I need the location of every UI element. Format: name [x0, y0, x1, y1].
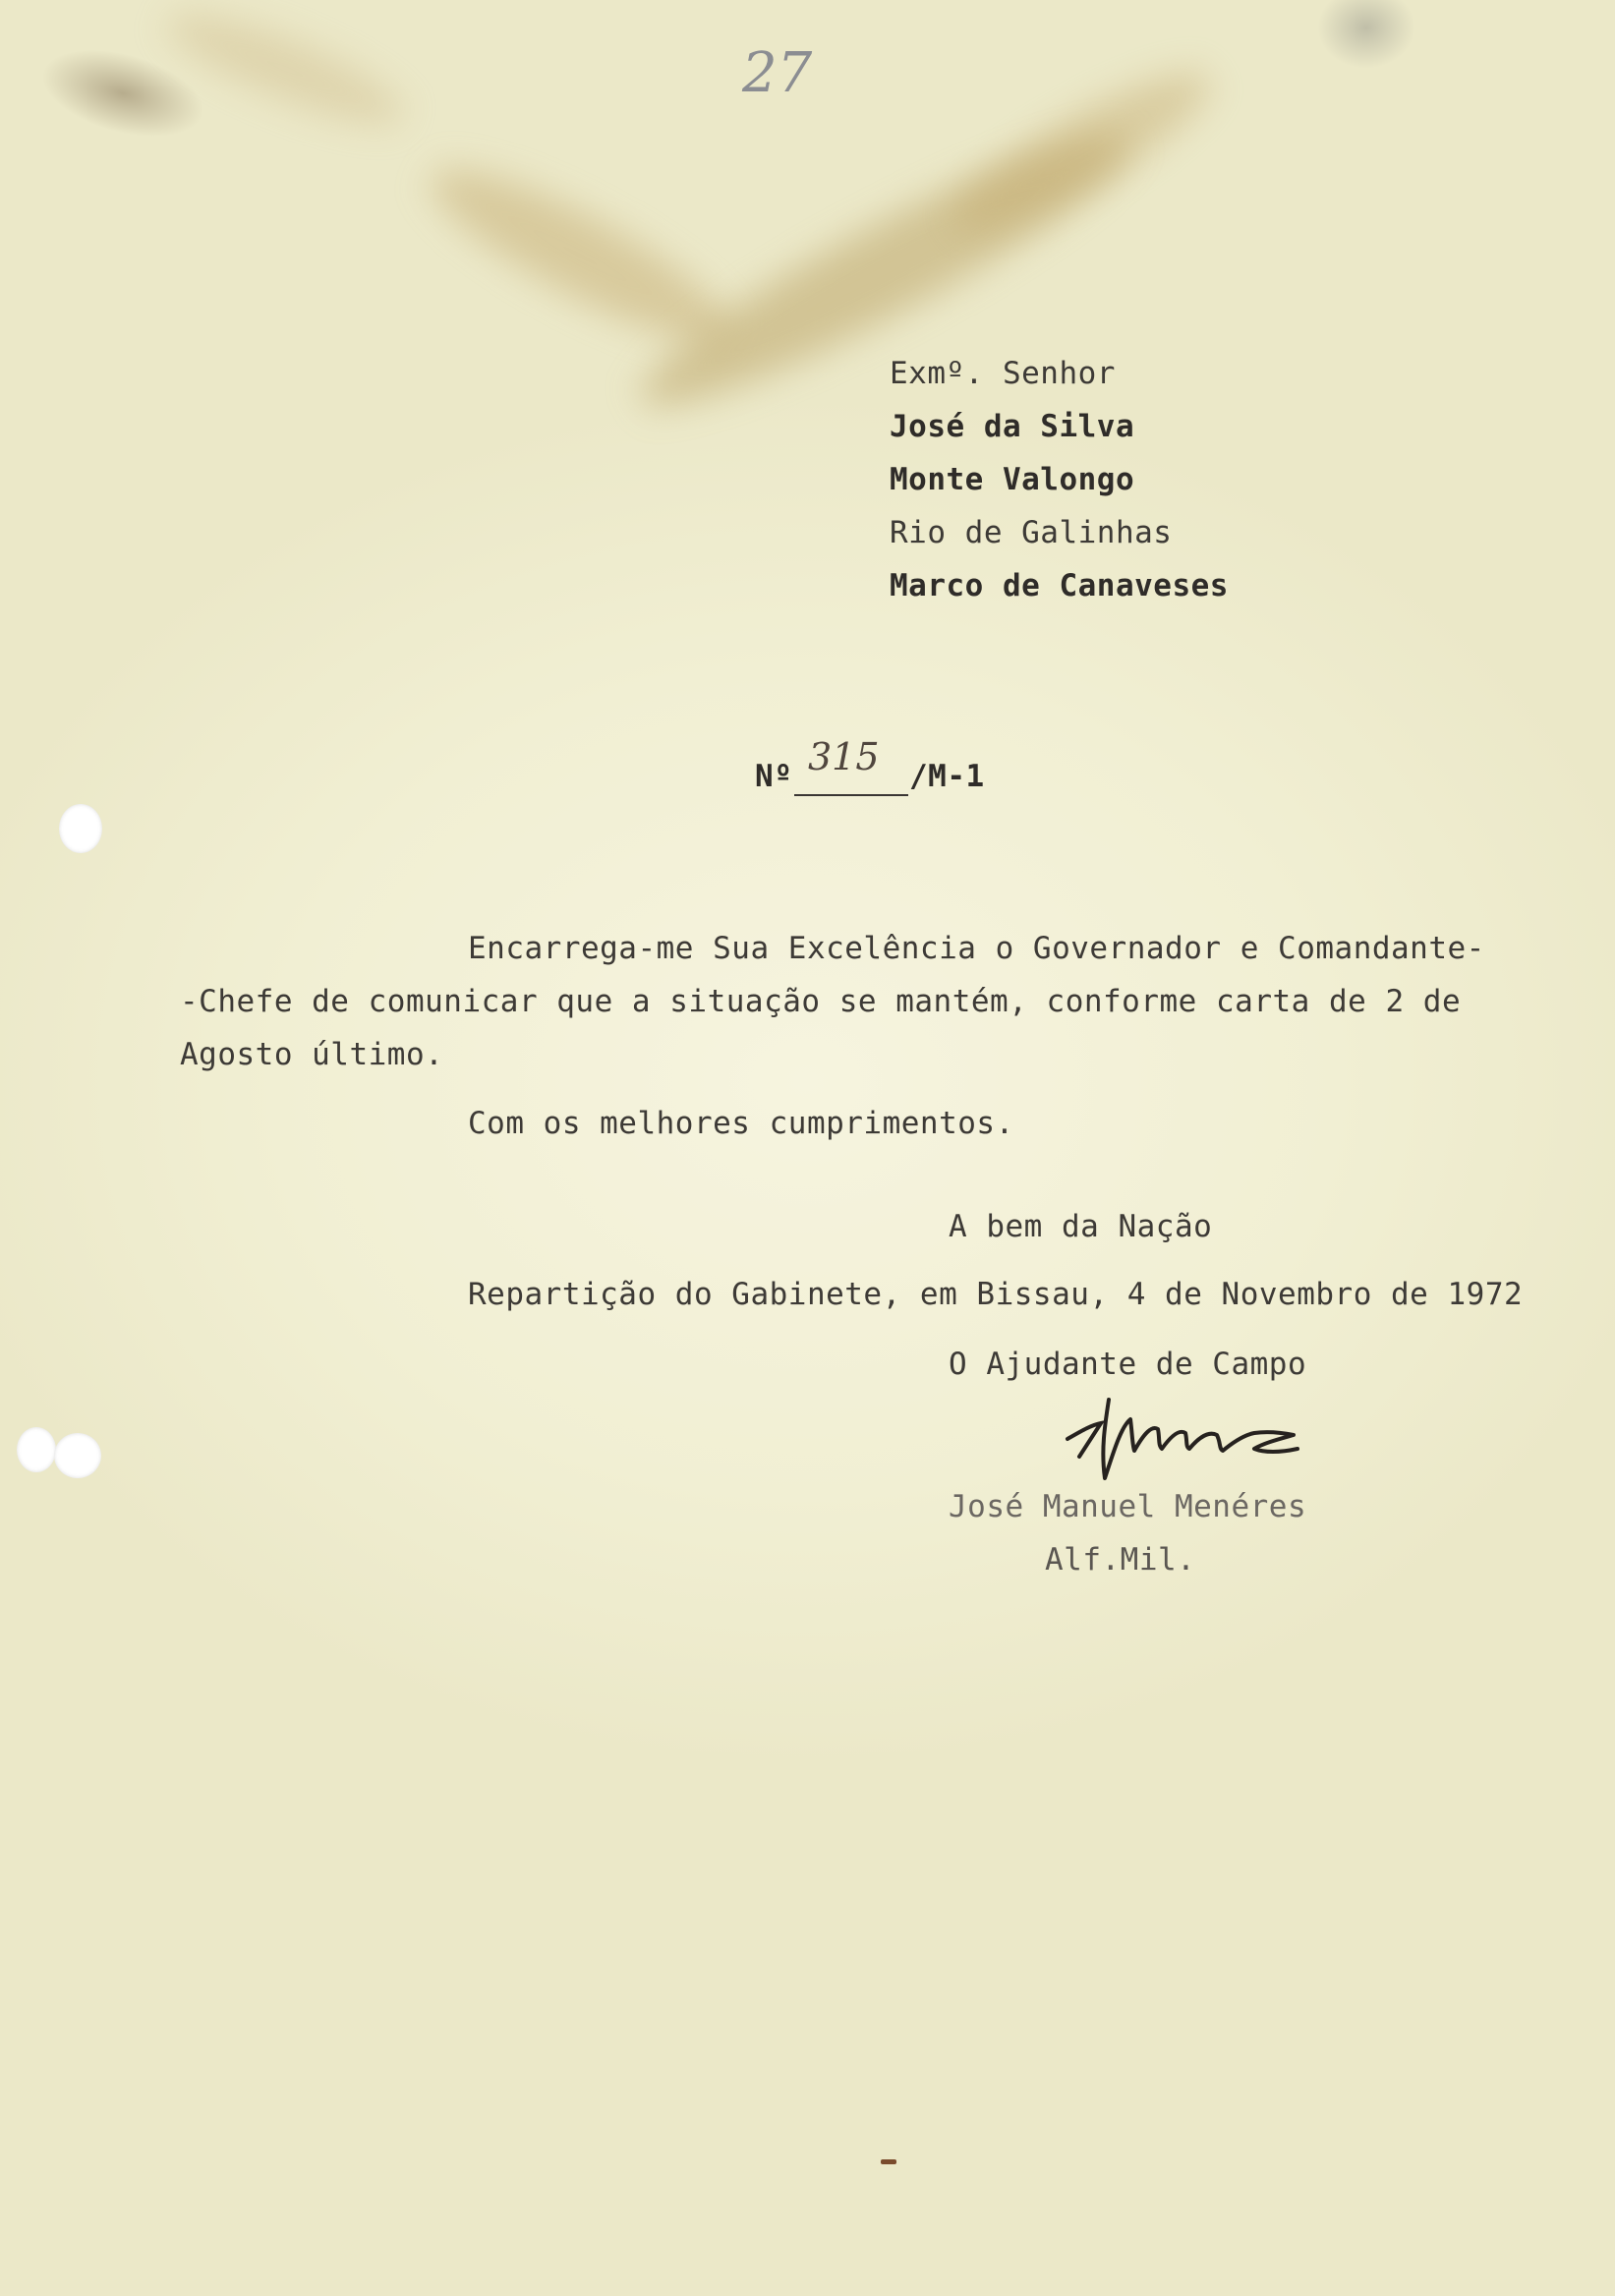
body-line: Encarrega-me Sua Excelência o Governador e Comandante-	[468, 931, 1485, 966]
recipient-address-line: Monte Valongo	[890, 462, 1135, 497]
signatory-rank: Alf.Mil.	[1045, 1542, 1196, 1578]
water-stain	[937, 49, 1227, 257]
punch-hole	[17, 1427, 56, 1472]
punch-hole	[54, 1433, 101, 1478]
reference-number: 315	[808, 735, 880, 778]
recipient-salutation: Exmº. Senhor	[890, 356, 1116, 391]
reference-prefix: Nº	[755, 759, 793, 794]
place-date: Repartição do Gabinete, em Bissau, 4 de Novembro de 1972	[468, 1277, 1524, 1312]
body-line: -Chefe de comunicar que a situação se mantém, conforme carta de 2 de	[180, 984, 1462, 1019]
signatory-role: O Ajudante de Campo	[949, 1347, 1307, 1382]
recipient-name: José da Silva	[890, 409, 1135, 444]
smudge-mark	[32, 33, 214, 152]
recipient-address-line: Rio de Galinhas	[890, 515, 1173, 550]
body-line: Agosto último.	[180, 1037, 444, 1072]
recipient-address-line: Marco de Canaveses	[890, 568, 1229, 603]
punch-hole	[59, 804, 102, 853]
closing-line: Com os melhores cumprimentos.	[468, 1106, 1014, 1141]
handwritten-signature	[1062, 1396, 1317, 1484]
motto: A bem da Nação	[949, 1209, 1213, 1244]
signatory-name: José Manuel Menéres	[949, 1489, 1307, 1524]
page-number: 27	[742, 41, 813, 105]
reference-underline	[794, 794, 908, 796]
reference-suffix: /M-1	[909, 759, 985, 794]
ink-mark	[881, 2159, 896, 2164]
smudge-mark	[1317, 0, 1415, 69]
